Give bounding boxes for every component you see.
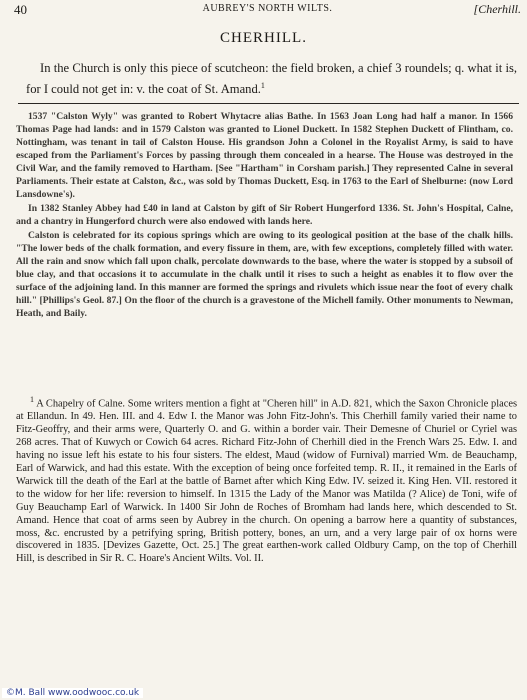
note-paragraph: 1537 "Calston Wyly" was granted to Robert Whytacre alias Bathe. In 1563 Joan Long had half a manor. In 1566 Thomas Page had lands: and in 1579 Calston was granted to Lionel Duckett. In 1582 Stephen Duckett of Flintham, co. Nottingham, was tenant in tail of Calston House. His grandson John a Colonel in the Royalist Army, is said to have escaped from the Parliament's Forces by passing through them concealed in a hearse. The House was destroyed in the Civil War, and the family removed to Hartham. [See "Hartham" in Corsham parish.] They represented Calne in several Parliaments. Their estate at Calston, &c., was sold by Thomas Duckett, Esq. in 1763 to the Earl of Shelburne: (now Lord Lansdowne's). (16, 111, 513, 200)
note-paragraph: In 1382 Stanley Abbey had £40 in land at Calston by gift of Sir Robert Hungerford 1336. St. John's Hospital, Calne, and a chantry in Hungerford church were also endowed with lands here. (16, 203, 513, 227)
section-head: [Cherhill. (473, 2, 521, 16)
main-paragraph: In the Church is only this piece of scutcheon: the field broken, a chief 3 roundels; q. what it is, for I could not get in: v. the coat of St. Amand. (26, 61, 517, 97)
page-header (14, 2, 521, 20)
footnote-marker: 1 (260, 81, 265, 90)
running-head: AUBREY'S NORTH WILTS. (202, 3, 333, 14)
footnote (16, 394, 517, 566)
footnote-text: A Chapelry of Calne. Some writers mention a fight at "Cheren hill" in A.D. 821, which the Saxon Chronicle places at Ellandun. In 49. Hen. III. and 4. Edw I. the Manor was John Fitz-John's. This Cherhill family varied their name to Fitz-Geoffry, and their arms were, Quarterly O. and G. within a border vair. Their Demesne of Churiel or Cyriel was 268 acres. That of Kuwych or Cowich 64 acres. Richard Fitz-John of Cherhill died in the French Wars 25. Edw. I. and having no issue left his estate to his four sisters. The eldest, Maud (widow of Furnival) married Wm. de Beauchamp, Earl of Warwick, and had this estate. With the exception of being once forfeited temp. R. II., it remained in the Earls of Warwick till the death of the Earl at the battle of Barnet after which King Edw. IV. seized it. King Hen. VII. restored it to the widow for her life: reversion to himself. In 1315 the Lady of the Manor was Matilda (? Alice) de Toni, wife of Guy Beauchamp Earl of Warwick. In 1400 Sir John de Roches of Bromham had lands here, which descended to St. Amand. Hence that coat of arms seen by Aubrey in the church. On opening a barrow here a quantity of substances, moss, &c. encrusted by a petrifying spring, British pottery, bones, an urn, and a very large pair of ox horns were discovered in 1835. [Devizes Gazette, Oct. 25.] The great earthen-work called Oldbury Camp, on the top of Cherhill Hill, is described in Sir R. C. Hoare's Ancient Wilts. Vol. II. (16, 398, 517, 565)
copyright-credit: ©M. Ball www.oodwooc.co.uk (2, 688, 143, 698)
main-text (26, 60, 517, 98)
editor-note (16, 110, 513, 321)
note-paragraph: Calston is celebrated for its copious springs which are owing to its geological position at the base of the chalk hills. "The lower beds of the chalk formation, and every fissure in them, are, with few exceptions, completely filled with water. All the rain and snow which fall upon chalk, percolate downwards to the base, where the water is stopped by a subsoil of blue clay, and that occasions it to accumulate in the chalk until it rises to such a height as enables it to flow over the surface of the adjoining land. In this manner are formed the springs and rivulets which issue near the foot of every chalk hill." [Phillips's Geol. 87.] On the floor of the church is a gravestone of the Michell family. Other monuments to Newman, Heath, and Baily. (16, 230, 513, 319)
divider-rule (18, 103, 519, 104)
page-title: CHERHILL. (220, 30, 307, 46)
footnote-number: 1 (30, 395, 34, 404)
page-number: 40 (14, 2, 27, 17)
